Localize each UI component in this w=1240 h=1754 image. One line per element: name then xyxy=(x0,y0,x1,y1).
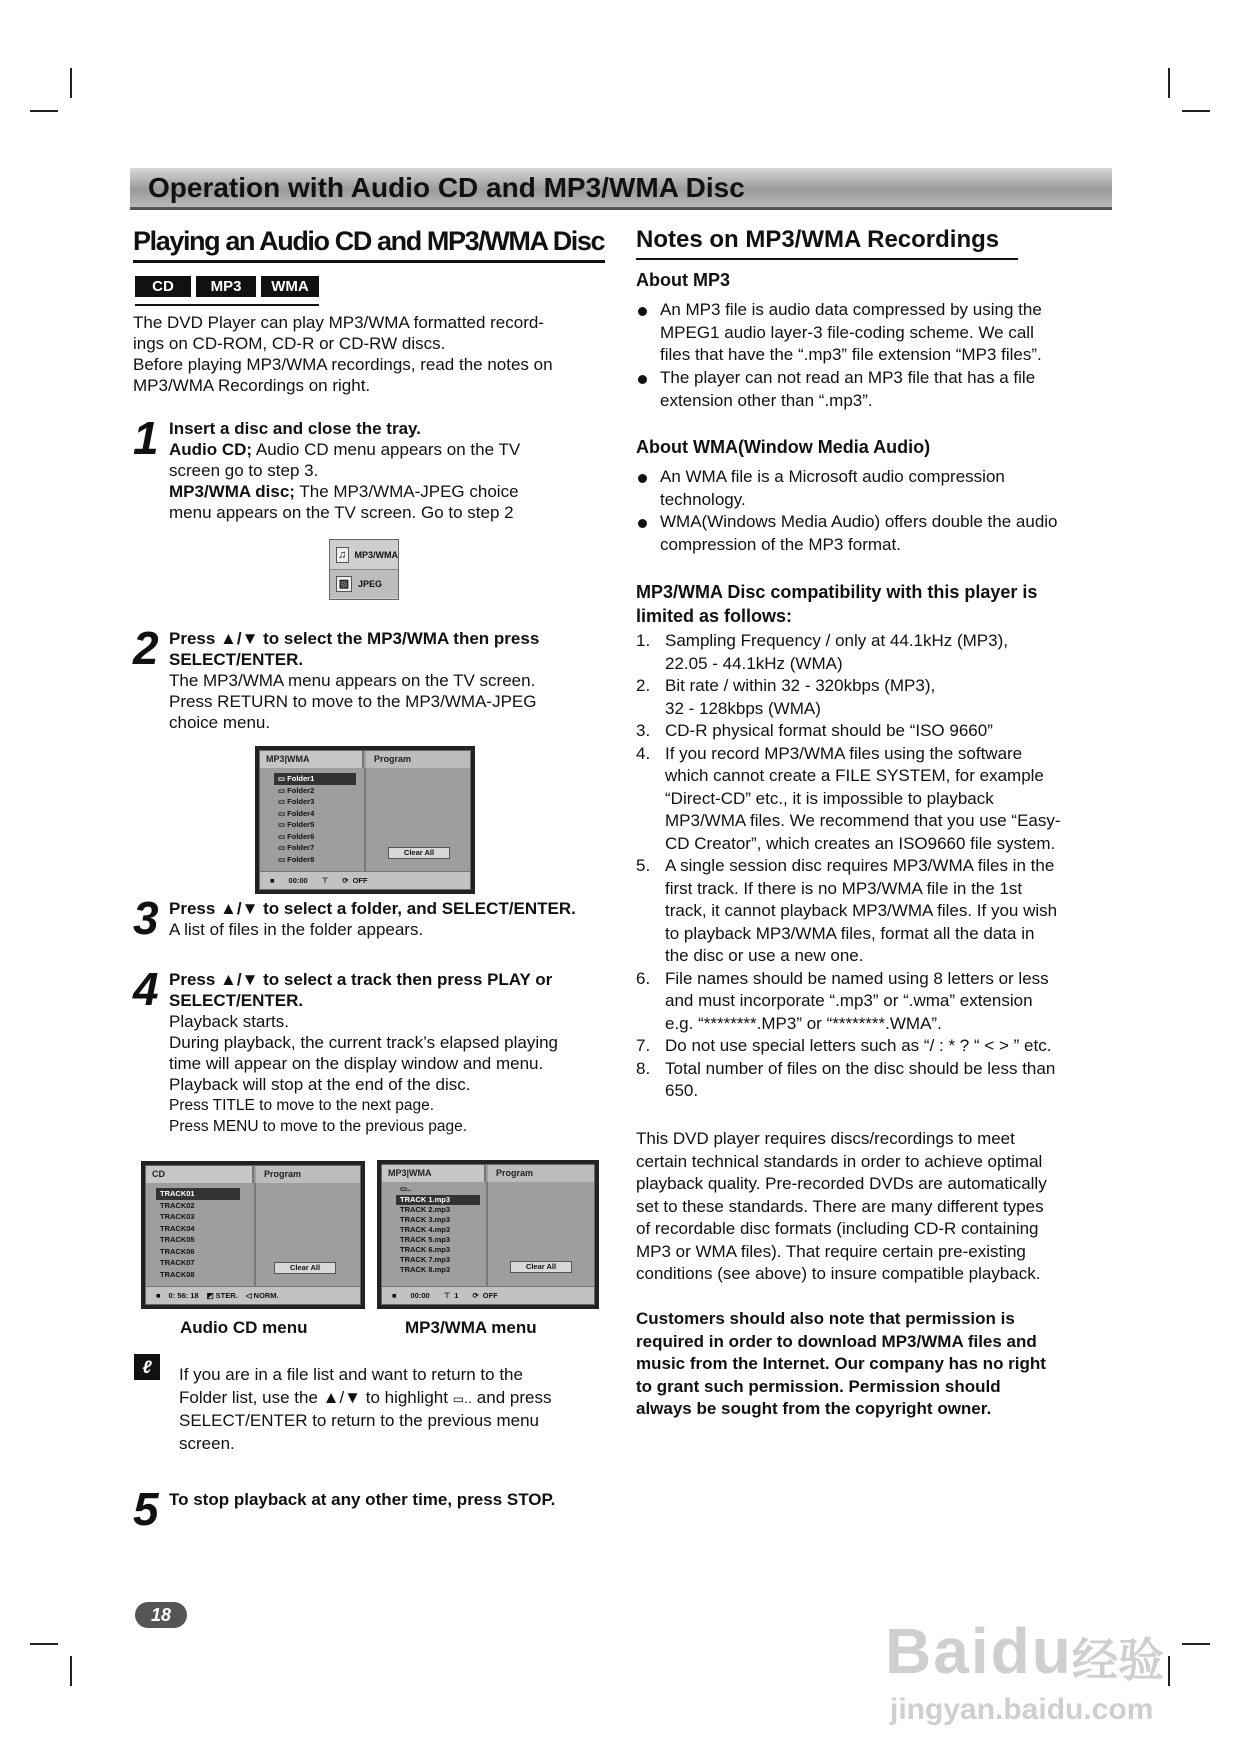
page-number: 18 xyxy=(135,1602,187,1628)
mp3-wma-menu-screen xyxy=(377,1160,599,1309)
track-icon: ⊤ xyxy=(443,1291,451,1300)
mp3-folder-menu-screen xyxy=(255,746,475,894)
program-title: Program xyxy=(256,1166,360,1183)
compat-item: 1. Sampling Frequency / only at 44.1kHz (MP3), 22.05 - 44.1kHz (WMA) xyxy=(636,631,1008,673)
file-list xyxy=(396,1183,480,1275)
crop-mark xyxy=(1182,1643,1210,1645)
clear-all-button[interactable]: Clear All xyxy=(388,847,450,859)
folder-item[interactable]: ▭ Folder2 xyxy=(278,785,315,795)
audio-cd-menu-screen xyxy=(141,1161,365,1309)
choice-item-jpeg[interactable]: ▨ JPEG xyxy=(330,569,398,598)
track-number: 1 xyxy=(454,1291,459,1300)
crop-mark xyxy=(30,1643,58,1645)
track-item[interactable]: TRACK 5.mp3 xyxy=(400,1234,451,1244)
step-4-text: Press ▲/▼ to select a track then press PLAY or SELECT/ENTER. Playback starts. During playback, the current track’s elapsed playing time will appear on the display window and menu. Playback will stop at the end of the disc. Press TITLE to move to the next page. Press MENU to move to the previous page. xyxy=(169,970,559,1135)
note-icon: ℓ xyxy=(134,1354,160,1380)
stop-icon: ■ xyxy=(270,876,275,885)
intro-text: The DVD Player can play MP3/WMA formatted record- ings on CD-ROM, CD-R or CD-RW discs. Before playing MP3/WMA recordings, read the notes on MP3/WMA Recordings on right. xyxy=(133,313,553,395)
caption-cd-menu: Audio CD menu xyxy=(180,1318,308,1337)
audio-channel-icon: ◩ xyxy=(206,1291,214,1300)
track-item[interactable]: TRACK01 xyxy=(156,1188,240,1200)
track-list xyxy=(156,1188,240,1280)
track-item[interactable]: TRACK 3.mp3 xyxy=(400,1214,451,1224)
folder-item[interactable]: ▭ Folder6 xyxy=(278,831,315,841)
sound-mode-status: NORM. xyxy=(253,1291,279,1300)
crop-mark xyxy=(70,68,72,98)
track-item[interactable]: TRACK04 xyxy=(160,1223,195,1233)
track-item[interactable]: TRACK02 xyxy=(160,1200,195,1210)
crop-mark xyxy=(30,110,58,112)
step-1-number: 1 xyxy=(133,412,159,464)
track-item[interactable]: TRACK08 xyxy=(160,1269,195,1279)
track-item[interactable]: TRACK 6.mp3 xyxy=(400,1244,451,1254)
folder-item[interactable]: ▭ Folder8 xyxy=(278,854,315,864)
stop-icon: ■ xyxy=(156,1291,161,1300)
folder-item[interactable]: ▭ Folder4 xyxy=(278,808,315,818)
step-2-number: 2 xyxy=(133,622,159,674)
track-item[interactable]: TRACK07 xyxy=(160,1258,195,1267)
permission-paragraph: Customers should also note that permission is required in order to download MP3/WMA files and music from the Internet. Our company has no right to grant such permission. Permission should always be sought from the copyright owner. xyxy=(636,1309,1046,1418)
watermark-cn: 经验 xyxy=(1072,1634,1164,1686)
about-wma-bullet-1: An WMA file is a Microsoft audio compression technology. xyxy=(660,466,1112,511)
track-item[interactable]: TRACK 2.mp3 xyxy=(400,1204,451,1214)
folder-item[interactable]: ▭ Folder1 xyxy=(274,773,356,785)
bullet-icon xyxy=(638,307,647,316)
standards-paragraph: This DVD player requires discs/recordings to meet certain technical standards in order to achieve optimal playback quality. Pre-recorded DVDs are automatically set to these standards. There are many different types of recordable disc formats (including CD-R containing MP3 or WMA files). That require certain pre-existing conditions (see above) to insure compatible playback. xyxy=(636,1129,1047,1283)
compat-item: 4. If you record MP3/WMA files using the software which cannot create a FILE SYSTEM, for example “Direct-CD” etc., it is impossible to playback MP3/WMA files. We recommend that you use “Easy- CD Creator”, which creates an ISO9660 file system. xyxy=(636,743,1061,853)
badge-cd: CD xyxy=(135,276,191,297)
time-display: 00:00 xyxy=(288,876,308,885)
step-4-number: 4 xyxy=(133,963,159,1015)
caption-mp3-menu: MP3/WMA menu xyxy=(405,1318,537,1337)
badge-mp3: MP3 xyxy=(196,276,256,297)
compat-item: 3. CD-R physical format should be “ISO 9660” xyxy=(636,721,993,740)
crop-mark xyxy=(1168,1656,1170,1686)
badge-wma: WMA xyxy=(261,276,319,297)
clear-all-button[interactable]: Clear All xyxy=(510,1261,572,1273)
step-2-text: Press ▲/▼ to select the MP3/WMA then press SELECT/ENTER. The MP3/WMA menu appears on the TV screen. Press RETURN to move to the MP3/WMA-JPEG choice menu. xyxy=(169,629,540,732)
left-heading: Playing an Audio CD and MP3/WMA Disc xyxy=(133,226,605,263)
step-3-number: 3 xyxy=(133,892,159,944)
choice-item-mp3wma[interactable]: ♫ MP3/WMA xyxy=(330,540,398,569)
menu-title: MP3|WMA xyxy=(382,1165,486,1182)
about-wma-bullet-2: WMA(Windows Media Audio) offers double the audio compression of the MP3 format. xyxy=(660,511,1112,556)
stop-icon: ■ xyxy=(392,1291,397,1300)
step-3-text: Press ▲/▼ to select a folder, and SELECT/ENTER. A list of files in the folder appears. xyxy=(169,899,576,939)
repeat-icon: ⟳ xyxy=(342,876,349,885)
repeat-status: OFF xyxy=(482,1291,498,1300)
bullet-icon xyxy=(638,474,647,483)
right-heading: Notes on MP3/WMA Recordings xyxy=(636,226,1018,260)
parent-folder-item[interactable]: ▭.. xyxy=(400,1184,412,1193)
audio-channel-status: STER. xyxy=(215,1291,238,1300)
crop-mark xyxy=(70,1656,72,1686)
menu-title: CD xyxy=(146,1166,254,1183)
crop-mark xyxy=(1168,68,1170,98)
track-item[interactable]: TRACK03 xyxy=(160,1212,195,1221)
compat-item: 2. Bit rate / within 32 - 320kbps (MP3), 32 - 128kbps (WMA) xyxy=(636,676,936,718)
picture-icon: ▨ xyxy=(336,576,352,592)
step-5-text: To stop playback at any other time, press STOP. xyxy=(169,1490,556,1509)
track-item[interactable]: TRACK 1.mp3 xyxy=(396,1195,480,1205)
banner-title: Operation with Audio CD and MP3/WMA Disc xyxy=(148,172,745,203)
menu-title: MP3|WMA xyxy=(260,751,364,768)
watermark-brand: Baidu xyxy=(885,1615,1073,1687)
track-item[interactable]: TRACK 4.mp3 xyxy=(400,1224,451,1234)
time-display: 00:00 xyxy=(410,1291,430,1300)
compat-item: 7. Do not use special letters such as “/ : * ? “ < > ” etc. xyxy=(636,1036,1052,1055)
folder-up-icon: ▭‥ xyxy=(452,1391,473,1406)
step-5-number: 5 xyxy=(133,1483,159,1535)
compat-list xyxy=(636,630,1111,1103)
folder-item[interactable]: ▭ Folder3 xyxy=(278,797,315,806)
repeat-icon: ⟳ xyxy=(472,1291,479,1300)
track-icon: ⊤ xyxy=(321,876,329,885)
section-banner xyxy=(130,168,1112,210)
disc-type-badges xyxy=(135,276,319,306)
folder-item[interactable]: ▭ Folder7 xyxy=(278,843,315,852)
bullet-icon xyxy=(638,375,647,384)
about-mp3-bullet-2: The player can not read an MP3 file that has a file extension other than “.mp3”. xyxy=(660,367,1112,412)
program-title: Program xyxy=(488,1165,594,1182)
crop-mark xyxy=(1182,110,1210,112)
watermark-url: jingyan.baidu.com xyxy=(890,1693,1154,1726)
about-wma-heading: About WMA(Window Media Audio) xyxy=(636,437,931,457)
about-mp3-heading: About MP3 xyxy=(636,270,730,290)
about-mp3-bullet-1: An MP3 file is audio data compressed by using the MPEG1 audio layer-3 file-coding scheme. We call files that have the “.mp3” file extension “MP3 files”. xyxy=(660,299,1112,367)
bullet-icon xyxy=(638,519,647,528)
track-item[interactable]: TRACK 7.mp3 xyxy=(400,1254,451,1264)
track-item[interactable]: TRACK 8.mp3 xyxy=(400,1264,451,1274)
repeat-status: OFF xyxy=(352,876,368,885)
folder-list xyxy=(274,773,356,865)
mp3-jpeg-choice-menu xyxy=(329,539,399,600)
compat-heading: MP3/WMA Disc compatibility with this player is limited as follows: xyxy=(636,582,1038,626)
track-item[interactable]: TRACK05 xyxy=(160,1235,195,1244)
time-display: 0: 56: 18 xyxy=(168,1291,199,1300)
note-text: If you are in a file list and want to return to the Folder list, use the ▲/▼ to highlight ▭‥ and press SELECT/ENTER to return to the previous menu screen. xyxy=(179,1365,552,1453)
program-title: Program xyxy=(366,751,470,768)
speaker-icon: ◁ xyxy=(245,1291,252,1300)
compat-item: 5. A single session disc requires MP3/WMA files in the first track. If there is no MP3/WMA file in the 1st track, it cannot playback MP3/WMA files. If you wish to playback MP3/WMA files, format all the data in the disc or use a new one. xyxy=(636,856,1058,965)
compat-item: 6. File names should be named using 8 letters or less and must incorporate “.mp3” or “.wma” extension e.g. “********.MP3” or “********.WMA”. xyxy=(636,968,1049,1033)
music-note-icon: ♫ xyxy=(336,547,349,563)
compat-item: 8. Total number of files on the disc should be less than 650. xyxy=(636,1058,1056,1100)
clear-all-button[interactable]: Clear All xyxy=(274,1262,336,1274)
step-1-text: Insert a disc and close the tray. Audio CD; Audio CD menu appears on the TV screen go to step 3. MP3/WMA disc; The MP3/WMA-JPEG choice menu appears on the TV screen. Go to step 2 xyxy=(169,419,521,522)
track-item[interactable]: TRACK06 xyxy=(160,1246,195,1256)
folder-item[interactable]: ▭ Folder5 xyxy=(278,820,315,829)
